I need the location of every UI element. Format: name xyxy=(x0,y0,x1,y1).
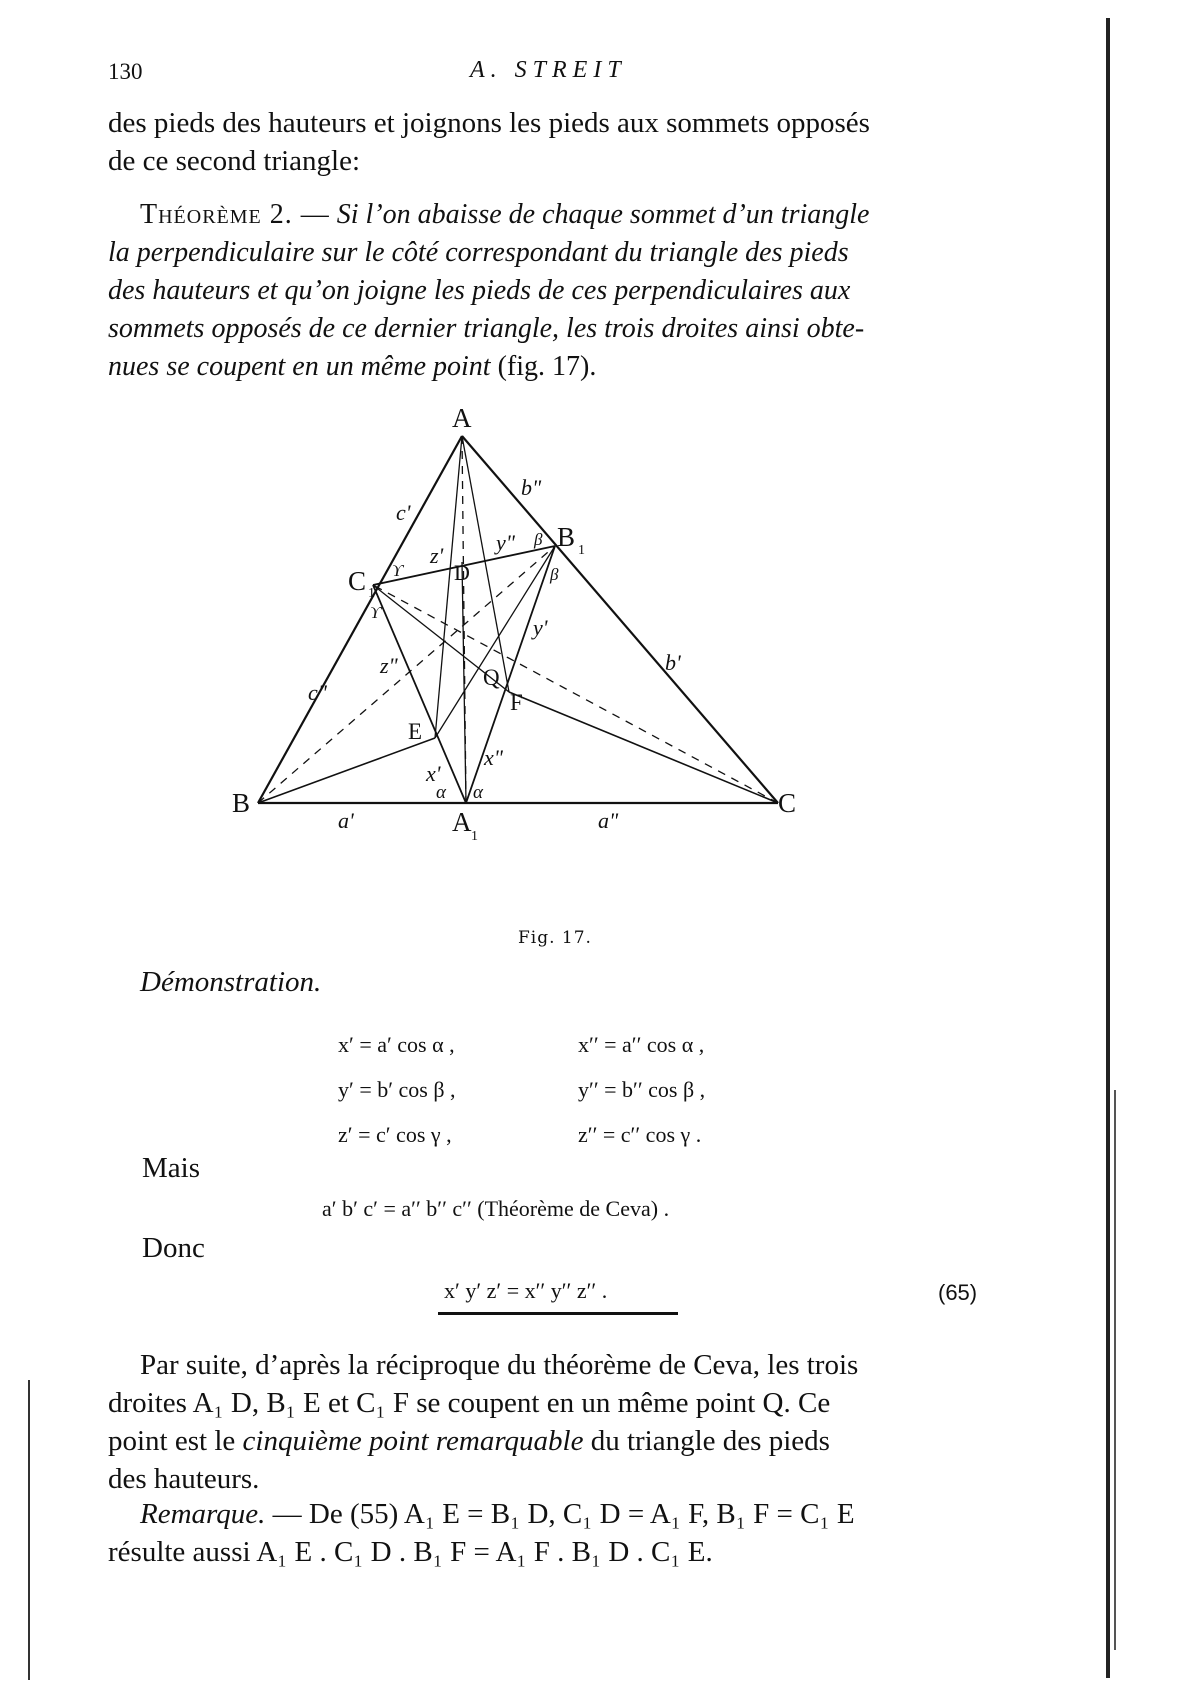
word-donc: Donc xyxy=(142,1232,205,1264)
label-a-prime: a' xyxy=(338,808,354,833)
label-a1: A xyxy=(452,807,472,837)
page-edge-shadow-inner xyxy=(1114,1090,1116,1650)
theorem-line-5: nues se coupent en un même point xyxy=(108,351,491,382)
label-z-prime: z' xyxy=(430,543,444,568)
figure-caption: Fig. 17. xyxy=(518,928,592,948)
conclusion-line-3b: du triangle des pieds xyxy=(590,1425,830,1457)
equation-x-double: x′′ = a′′ cos α , xyxy=(578,1032,705,1057)
page-edge-shadow xyxy=(1106,18,1110,1678)
line-a-e xyxy=(435,436,462,738)
label-a: A xyxy=(452,403,472,433)
conclusion-paragraph xyxy=(108,1346,1013,1498)
label-b1-subscript: 1 xyxy=(578,543,585,558)
word-mais: Mais xyxy=(142,1152,200,1184)
remark-line-2: résulte aussi A₁ E . C₁ D . B₁ F = A₁ F . B₁ D . C₁ E. xyxy=(108,1536,713,1568)
theorem-line-1: Si l’on abaisse de chaque sommet d’un triangle xyxy=(336,199,870,230)
perp-c-f xyxy=(509,692,778,803)
label-z-double: z" xyxy=(380,653,398,678)
result-underline xyxy=(438,1312,678,1315)
page-header xyxy=(108,55,1008,87)
theorem-statement xyxy=(108,196,1013,386)
label-x-prime: x' xyxy=(426,761,441,786)
angle-beta-top: β xyxy=(534,530,543,549)
side-ab xyxy=(258,436,462,803)
angle-alpha-right: α xyxy=(473,782,483,803)
remark-label: Remarque. xyxy=(140,1498,266,1530)
page-edge-left xyxy=(28,1380,30,1680)
label-b1: B xyxy=(557,522,576,552)
intro-paragraph xyxy=(108,104,1013,180)
label-a-double: a" xyxy=(598,808,619,833)
label-c: C xyxy=(778,788,797,818)
equation-y-prime: y′ = b′ cos β , xyxy=(338,1077,456,1102)
figure-reference: (fig. 17). xyxy=(497,351,597,382)
label-c1: C xyxy=(348,566,367,596)
demonstration-label: Démonstration. xyxy=(140,966,322,998)
label-b-double: b" xyxy=(521,475,542,500)
theorem-label: Théorème 2. — xyxy=(140,199,330,230)
equation-number: (65) xyxy=(938,1280,978,1305)
label-c1-subscript: 1 xyxy=(368,586,375,601)
conclusion-line-3a: point est le xyxy=(108,1425,236,1457)
equation-y-double: y′′ = b′′ cos β , xyxy=(578,1077,706,1102)
label-y-double: y" xyxy=(496,530,516,555)
conclusion-line-1: Par suite, d’après la réciproque du théorème de Ceva, les trois xyxy=(140,1349,859,1381)
label-x-double: x" xyxy=(484,745,504,770)
label-e: E xyxy=(408,719,423,744)
angle-beta-right: β xyxy=(550,565,559,584)
label-d: D xyxy=(454,560,470,585)
label-c-double: c" xyxy=(308,680,328,705)
running-head: A. STREIT xyxy=(470,57,627,83)
conclusion-line-4: des hauteurs. xyxy=(108,1463,260,1495)
conclusion-line-2: droites A₁ D, B₁ E et C₁ F se coupent en un même point Q. Ce xyxy=(108,1387,831,1419)
theorem-line-3: des hauteurs et qu’on joigne les pieds de ces perpendiculaires aux xyxy=(108,275,851,306)
theorem-line-4: sommets opposés de ce dernier triangle, les trois droites ainsi obte- xyxy=(108,313,865,344)
label-a1-subscript: 1 xyxy=(471,829,478,844)
label-b-prime: b' xyxy=(665,650,681,675)
triangle-diagram xyxy=(230,403,890,920)
label-f: F xyxy=(510,690,523,715)
theorem-line-2: la perpendiculaire sur le côté correspondant du triangle des pieds xyxy=(108,237,849,268)
remark-paragraph xyxy=(108,1495,1013,1571)
remark-line-1: — De (55) A₁ E = B₁ D, C₁ D = A₁ F, B₁ F = C₁ E xyxy=(272,1498,855,1530)
page-number: 130 xyxy=(108,59,143,84)
intro-line-1: des pieds des hauteurs et joignons les pieds aux sommets opposés xyxy=(108,107,870,139)
label-b: B xyxy=(232,788,251,818)
conclusion-line-3-italic: cinquième point remarquable xyxy=(242,1425,584,1457)
angle-gamma-bottom: ϒ xyxy=(370,603,381,622)
label-q: Q xyxy=(483,665,500,690)
intro-line-2: de ce second triangle: xyxy=(108,145,361,177)
label-y-prime: y' xyxy=(533,615,548,640)
angle-gamma-top: ϒ xyxy=(392,561,403,580)
perp-b-e xyxy=(258,738,435,803)
equation-z-prime: z′ = c′ cos γ , xyxy=(338,1122,452,1147)
equation-result: x′ y′ z′ = x′′ y′′ z′′ . xyxy=(444,1278,608,1303)
figure-17 xyxy=(230,403,890,920)
cevian-b1-e xyxy=(435,546,555,738)
equation-z-double: z′′ = c′′ cos γ . xyxy=(578,1122,702,1147)
orthic-a1c1 xyxy=(373,585,466,803)
label-c-prime: c' xyxy=(396,500,411,525)
angle-alpha-left: α xyxy=(436,782,446,803)
equation-x-prime: x′ = a′ cos α , xyxy=(338,1032,455,1057)
equation-ceva: a′ b′ c′ = a′′ b′′ c′′ (Théorème de Ceva) . xyxy=(322,1196,670,1221)
